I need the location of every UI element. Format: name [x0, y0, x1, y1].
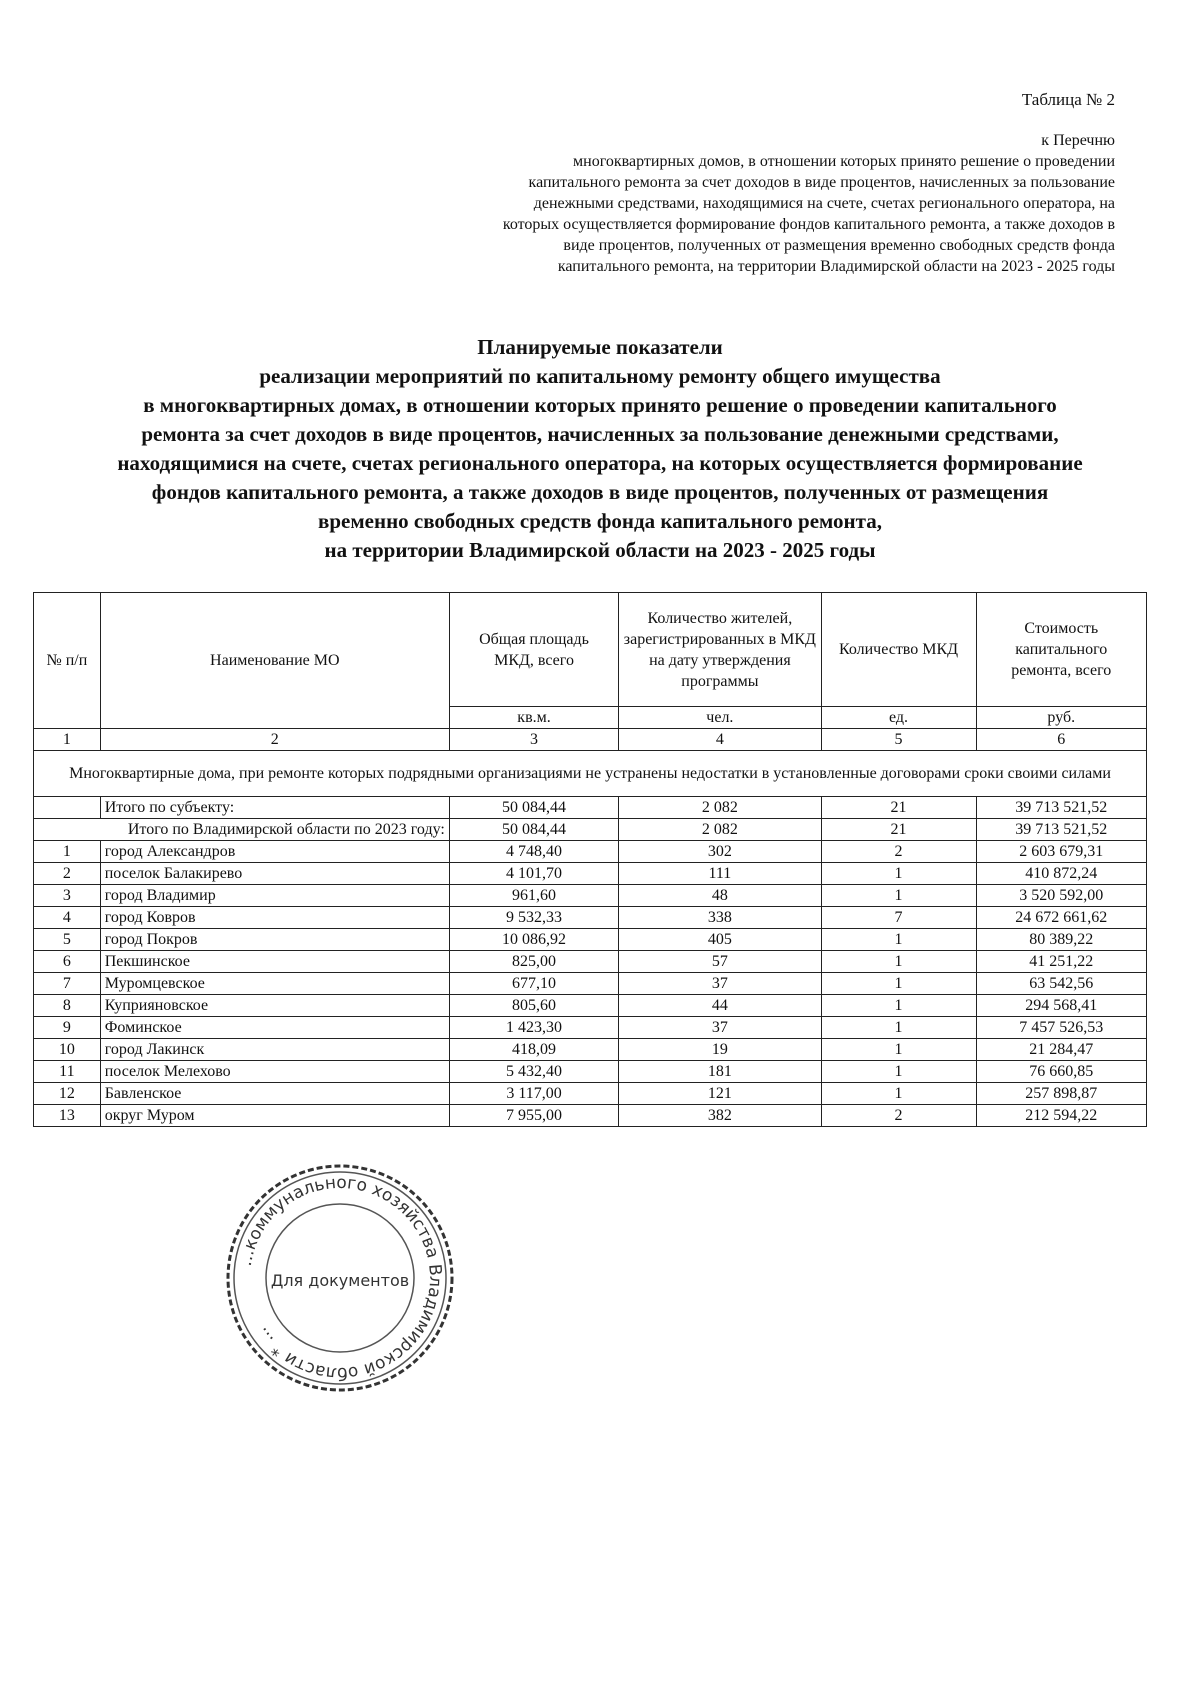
row-residents: 57: [619, 951, 821, 973]
header-area: Общая площадь МКД, всего: [449, 593, 618, 707]
table-row: [34, 1039, 1147, 1061]
row-mkd-count: 1: [821, 1083, 976, 1105]
header-name: Наименование МО: [100, 593, 449, 729]
row-mo-name: Муромцевское: [100, 973, 449, 995]
row-residents: 382: [619, 1105, 821, 1127]
header-cost: Стоимость капитального ремонта, всего: [976, 593, 1146, 707]
column-number: 2: [100, 729, 449, 751]
annex-reference: [395, 130, 1115, 277]
row-mo-name: поселок Балакирево: [100, 863, 449, 885]
column-number: 1: [34, 729, 101, 751]
row-mo-name: город Лакинск: [100, 1039, 449, 1061]
title-line: временно свободных средств фонда капитального ремонта,: [318, 509, 882, 533]
row-residents: 302: [619, 841, 821, 863]
row-number: 6: [34, 951, 101, 973]
row-area: 4 748,40: [449, 841, 618, 863]
unit-cost: руб.: [976, 707, 1146, 729]
row-area: 825,00: [449, 951, 618, 973]
table-row: [34, 1105, 1147, 1127]
table-number: Таблица № 2: [1021, 90, 1115, 109]
row-mo-name: Куприяновское: [100, 995, 449, 1017]
row-number: 11: [34, 1061, 101, 1083]
row-mo-name: Фоминское: [100, 1017, 449, 1039]
row-area: 805,60: [449, 995, 618, 1017]
row-area: 418,09: [449, 1039, 618, 1061]
table-row: [34, 1083, 1147, 1105]
row-area: 7 955,00: [449, 1105, 618, 1127]
title-line: на территории Владимирской области на 2023 - 2025 годы: [324, 538, 876, 562]
stamp-graphic: [222, 1160, 458, 1396]
row-mo-name: город Покров: [100, 929, 449, 951]
total-subject-row: [34, 797, 1147, 819]
total-region-label: Итого по Владимирской области по 2023 году:: [34, 819, 450, 841]
row-mkd-count: 2: [821, 841, 976, 863]
row-area: 1 423,30: [449, 1017, 618, 1039]
row-cost: 3 520 592,00: [976, 885, 1146, 907]
row-area: 5 432,40: [449, 1061, 618, 1083]
row-mkd-count: 2: [821, 1105, 976, 1127]
table-row: [34, 929, 1147, 951]
table-row: [34, 863, 1147, 885]
unit-area: кв.м.: [449, 707, 618, 729]
total-subject-label: Итого по субъекту:: [100, 797, 449, 819]
column-numbers-row: [34, 729, 1147, 751]
row-mo-name: Бавленское: [100, 1083, 449, 1105]
title-line: реализации мероприятий по капитальному ремонту общего имущества: [259, 364, 941, 388]
annex-line: капитального ремонта, на территории Владимирской области на 2023 - 2025 годы: [557, 258, 1115, 275]
row-residents: 181: [619, 1061, 821, 1083]
row-residents: 121: [619, 1083, 821, 1105]
annex-line: которых осуществляется формирование фондов капитального ремонта, а также доходов в: [502, 216, 1115, 233]
row-cost: 21 284,47: [976, 1039, 1146, 1061]
row-mkd-count: 1: [821, 929, 976, 951]
row-number: 8: [34, 995, 101, 1017]
column-number: 4: [619, 729, 821, 751]
table-row: [34, 951, 1147, 973]
row-mkd-count: 7: [821, 907, 976, 929]
row-mo-name: Пекшинское: [100, 951, 449, 973]
row-residents: 405: [619, 929, 821, 951]
row-mo-name: поселок Мелехово: [100, 1061, 449, 1083]
row-number: 10: [34, 1039, 101, 1061]
row-mkd-count: 1: [821, 1017, 976, 1039]
table-row: [34, 841, 1147, 863]
column-number: 5: [821, 729, 976, 751]
header-count: Количество МКД: [821, 593, 976, 707]
row-mo-name: город Александров: [100, 841, 449, 863]
row-residents: 44: [619, 995, 821, 1017]
row-number: 4: [34, 907, 101, 929]
total-region-area: 50 084,44: [449, 819, 618, 841]
column-number: 3: [449, 729, 618, 751]
stamp-ring-text: ...коммунального хозяйства Владимирской области * ...: [235, 1172, 446, 1384]
row-mkd-count: 1: [821, 1061, 976, 1083]
total-subject-count: 21: [821, 797, 976, 819]
title-line: Планируемые показатели: [477, 335, 723, 359]
row-area: 677,10: [449, 973, 618, 995]
row-cost: 7 457 526,53: [976, 1017, 1146, 1039]
table-row: [34, 907, 1147, 929]
row-mkd-count: 1: [821, 995, 976, 1017]
total-num-cell: [34, 797, 101, 819]
unit-count: ед.: [821, 707, 976, 729]
section-row: [34, 751, 1147, 797]
row-residents: 111: [619, 863, 821, 885]
row-cost: 2 603 679,31: [976, 841, 1146, 863]
row-cost: 294 568,41: [976, 995, 1146, 1017]
row-mo-name: округ Муром: [100, 1105, 449, 1127]
annex-line: виде процентов, полученных от размещения временно свободных средств фонда: [563, 237, 1115, 254]
annex-line: капитального ремонта за счет доходов в виде процентов, начисленных за пользование: [528, 174, 1115, 191]
row-residents: 19: [619, 1039, 821, 1061]
row-mkd-count: 1: [821, 973, 976, 995]
row-cost: 212 594,22: [976, 1105, 1146, 1127]
annex-line: к Перечню: [1041, 132, 1115, 149]
row-cost: 41 251,22: [976, 951, 1146, 973]
row-number: 1: [34, 841, 101, 863]
unit-residents: чел.: [619, 707, 821, 729]
row-number: 12: [34, 1083, 101, 1105]
table-row: [34, 1017, 1147, 1039]
total-subject-cost: 39 713 521,52: [976, 797, 1146, 819]
stamp-center-text: Для документов: [270, 1271, 410, 1290]
row-cost: 63 542,56: [976, 973, 1146, 995]
row-cost: 257 898,87: [976, 1083, 1146, 1105]
row-residents: 37: [619, 1017, 821, 1039]
table-row: [34, 1061, 1147, 1083]
row-number: 13: [34, 1105, 101, 1127]
official-stamp: [222, 1160, 458, 1396]
title-line: фондов капитального ремонта, а также доходов в виде процентов, полученных от размещения: [151, 480, 1049, 504]
header-num: № п/п: [34, 593, 101, 729]
total-region-residents: 2 082: [619, 819, 821, 841]
row-area: 3 117,00: [449, 1083, 618, 1105]
table-row: [34, 885, 1147, 907]
title-line: в многоквартирных домах, в отношении которых принято решение о проведении капитального: [143, 393, 1057, 417]
total-region-cost: 39 713 521,52: [976, 819, 1146, 841]
title-line: находящимися на счете, счетах регионального оператора, на которых осуществляется формирование: [117, 451, 1083, 475]
row-area: 9 532,33: [449, 907, 618, 929]
row-cost: 80 389,22: [976, 929, 1146, 951]
row-number: 2: [34, 863, 101, 885]
indicators-table: [33, 592, 1147, 1127]
document-title: [20, 333, 1180, 565]
row-number: 3: [34, 885, 101, 907]
annex-line: денежными средствами, находящимися на счете, счетах регионального оператора, на: [533, 195, 1115, 212]
row-area: 10 086,92: [449, 929, 618, 951]
title-line: ремонта за счет доходов в виде процентов, начисленных за пользование денежными средствами,: [141, 422, 1059, 446]
annex-line: многоквартирных домов, в отношении которых принято решение о проведении: [573, 153, 1115, 170]
row-number: 5: [34, 929, 101, 951]
table-row: [34, 973, 1147, 995]
row-mo-name: город Владимир: [100, 885, 449, 907]
row-mkd-count: 1: [821, 885, 976, 907]
row-mo-name: город Ковров: [100, 907, 449, 929]
total-region-count: 21: [821, 819, 976, 841]
row-number: 9: [34, 1017, 101, 1039]
row-residents: 338: [619, 907, 821, 929]
total-subject-area: 50 084,44: [449, 797, 618, 819]
row-residents: 37: [619, 973, 821, 995]
table-header-row: [34, 593, 1147, 707]
row-cost: 410 872,24: [976, 863, 1146, 885]
row-residents: 48: [619, 885, 821, 907]
row-cost: 24 672 661,62: [976, 907, 1146, 929]
section-title: Многоквартирные дома, при ремонте которых подрядными организациями не устранены недостатки в установленные договорами сроки своими силами: [34, 751, 1147, 797]
row-number: 7: [34, 973, 101, 995]
column-number: 6: [976, 729, 1146, 751]
row-mkd-count: 1: [821, 1039, 976, 1061]
header-residents: Количество жителей, зарегистрированных в МКД на дату утверждения программы: [619, 593, 821, 707]
row-cost: 76 660,85: [976, 1061, 1146, 1083]
total-region-row: [34, 819, 1147, 841]
table-row: [34, 995, 1147, 1017]
row-area: 961,60: [449, 885, 618, 907]
row-mkd-count: 1: [821, 951, 976, 973]
total-subject-residents: 2 082: [619, 797, 821, 819]
row-mkd-count: 1: [821, 863, 976, 885]
row-area: 4 101,70: [449, 863, 618, 885]
